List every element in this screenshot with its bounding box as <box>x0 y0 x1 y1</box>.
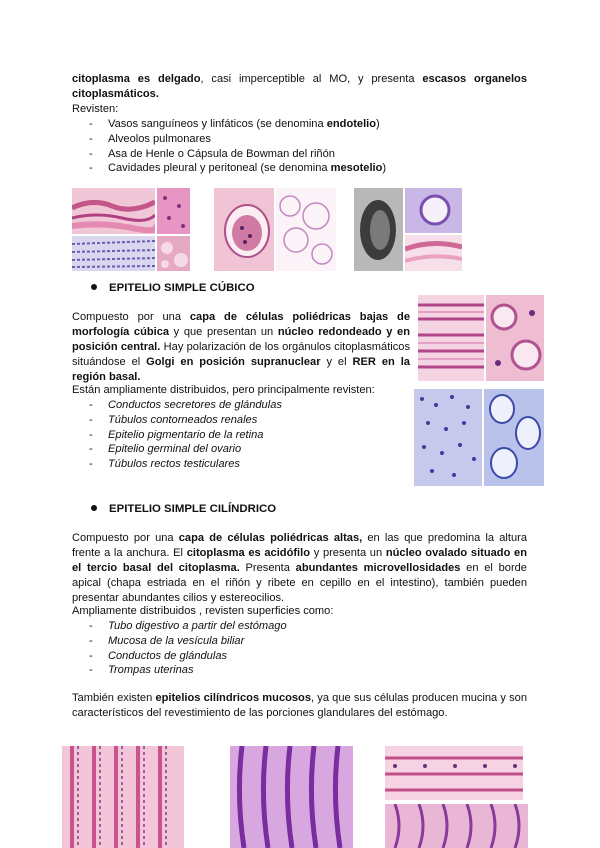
intro-line-2: citoplasmáticos. <box>72 88 159 100</box>
text-run: citoplasma es acidófilo <box>186 547 310 559</box>
list-item <box>72 132 532 147</box>
text-run: región basal. <box>72 371 141 383</box>
text-run: mesotelio <box>330 162 383 175</box>
list-item-text: Túbulos rectos testiculares <box>108 458 240 471</box>
dash-marker: - <box>89 162 93 175</box>
paragraph-line <box>72 546 527 561</box>
list-item-text: Epitelio germinal del ovario <box>108 443 242 456</box>
heading-cilindrico <box>91 502 276 517</box>
text-run: Alveolos pulmonares <box>108 132 211 145</box>
text-run: capa de células poliédricas bajas de <box>189 311 410 323</box>
text-run: Compuesto por una <box>72 311 190 323</box>
text-run: , ya que sus células producen mucina y son <box>311 692 528 704</box>
text-run: presentar abundantes cilios y estereocilios. <box>72 592 285 604</box>
bullet-icon <box>91 284 97 290</box>
text-run: y presenta un <box>310 547 386 559</box>
micrograph-columnar-purple <box>230 746 353 848</box>
list-item <box>72 398 412 413</box>
list-item-text <box>108 162 386 174</box>
text-run: RER en la <box>352 356 410 368</box>
cilindrico-distribuidos: Ampliamente distribuidos , revisten superficies como: <box>72 605 334 617</box>
list-item-text: Conductos de glándulas <box>108 649 228 662</box>
micrograph-renal-tubules <box>414 389 482 486</box>
paragraph-line <box>72 691 527 706</box>
text-run: Golgi en posición supranuclear <box>146 356 321 368</box>
micrograph-cuboidal-ducts <box>418 295 484 381</box>
text-run: Asa de Henle o Cápsula de Bowman del riñón <box>108 147 335 160</box>
cubico-list <box>72 398 412 472</box>
text-run: Presenta <box>239 562 296 574</box>
micrograph-electron-cell <box>354 188 403 271</box>
cilindrico-paragraph <box>72 531 527 606</box>
text-run: epitelios cilíndricos mucosos <box>155 692 312 704</box>
micrograph-simple-squamous-layer <box>72 236 155 271</box>
paragraph-line <box>72 576 527 591</box>
dash-marker: - <box>89 649 93 662</box>
paragraph-line <box>72 325 410 340</box>
dash-marker: - <box>89 428 93 441</box>
micrograph-vessel-cross-section <box>405 188 462 233</box>
text-run: escasos organelos <box>422 73 527 85</box>
heading-cubico-text: EPITELIO SIMPLE CÚBICO <box>109 282 255 294</box>
text-run: Hay polarización de los orgánulos citoplasmáticos <box>160 341 411 353</box>
micrograph-thyroid-follicles <box>484 389 544 486</box>
text-run: núcleo ovalado situado en <box>385 547 527 559</box>
text-run: ) <box>376 118 380 130</box>
paragraph-line <box>72 340 410 355</box>
heading-cilindrico-text: EPITELIO SIMPLE CILÍNDRICO <box>109 503 277 515</box>
micrograph-lung-alveoli <box>276 188 336 271</box>
paragraph-line <box>72 531 527 546</box>
list-item <box>72 619 472 634</box>
list-item-text <box>108 133 211 145</box>
dash-marker: - <box>89 132 93 145</box>
text-run: Compuesto por una <box>72 532 179 544</box>
list-item <box>72 147 532 162</box>
text-run: el tercio basal del citoplasma. <box>72 562 240 574</box>
list-item-text: Túbulos contorneados renales <box>108 413 258 426</box>
micrograph-columnar-stomach-top <box>385 746 523 800</box>
text-run: y que presentan un <box>169 326 278 338</box>
dash-marker: - <box>89 620 93 632</box>
revisten-label: Revisten: <box>72 103 119 115</box>
dash-marker: - <box>89 458 93 471</box>
dash-marker: - <box>89 147 93 160</box>
text-run: abundantes microvellosidades <box>295 562 461 574</box>
dash-marker: - <box>89 399 93 411</box>
text-run: endotelio <box>326 118 377 130</box>
micrograph-columnar-stomach-bottom <box>385 804 528 848</box>
text-run: en las que predomina la altura <box>362 532 527 544</box>
bullet-icon <box>91 505 97 511</box>
list-item <box>72 634 472 649</box>
heading-cubico <box>91 281 255 296</box>
text-run: situándose el <box>72 356 147 368</box>
list-item <box>72 457 412 472</box>
text-run: morfología cúbica <box>72 326 170 338</box>
list-item <box>72 413 412 428</box>
list-item-text: Trompas uterinas <box>108 664 194 677</box>
text-run: capa de células poliédricas altas, <box>178 532 363 544</box>
list-item-text: Conductos secretores de glándulas <box>108 399 282 411</box>
dash-marker: - <box>89 413 93 426</box>
cilindrico-list <box>72 619 472 678</box>
text-run: citoplasma es delgado <box>72 73 201 85</box>
text-run: característicos del revestimiento de las porciones glandulares del estómago. <box>72 707 448 719</box>
micrograph-bowman-capsule <box>214 188 274 271</box>
list-item <box>72 117 532 132</box>
text-run: en el borde <box>460 562 527 574</box>
intro-line-1 <box>72 72 527 87</box>
text-run: Cavidades pleural y peritoneal (se denomina <box>108 162 331 175</box>
list-item-text <box>108 148 335 160</box>
text-run: núcleo redondeado y en <box>277 326 411 338</box>
list-item-text: Epitelio pigmentario de la retina <box>108 428 264 441</box>
dash-marker: - <box>89 634 93 647</box>
text-run: También existen <box>72 692 156 704</box>
dash-marker: - <box>89 118 93 130</box>
micrograph-mesothelium-surface <box>157 188 190 234</box>
list-item <box>72 428 412 443</box>
text-run: Vasos sanguíneos y linfáticos (se denomina <box>108 118 327 130</box>
text-run: posición central. <box>72 341 161 353</box>
micrograph-cuboidal-tubule-detail <box>486 295 544 381</box>
squamous-list <box>72 117 532 176</box>
paragraph-line <box>72 310 410 325</box>
cubico-paragraph <box>72 310 410 385</box>
paragraph-line <box>72 355 410 370</box>
text-run: , casi imperceptible al MO, y presenta <box>200 73 423 85</box>
text-run: frente a la anchura. El <box>72 547 187 559</box>
text-run: y el <box>320 356 353 368</box>
paragraph-line <box>72 706 527 721</box>
micrograph-alveoli-detail <box>157 236 190 271</box>
cubico-distribuidos: Están ampliamente distribuidos, pero principalmente revisten: <box>72 384 375 396</box>
list-item <box>72 649 472 664</box>
dash-marker: - <box>89 664 93 677</box>
list-item-text <box>108 118 380 130</box>
list-item-text: Mucosa de la vesícula biliar <box>108 634 245 647</box>
list-item-text: Tubo digestivo a partir del estómago <box>108 620 287 632</box>
dash-marker: - <box>89 443 93 456</box>
text-run: ) <box>382 162 387 175</box>
list-item <box>72 442 412 457</box>
micrograph-vessel-wall <box>405 235 462 271</box>
list-item <box>72 161 532 176</box>
paragraph-line <box>72 561 527 576</box>
micrograph-columnar-villi <box>62 746 184 848</box>
mucosos-paragraph <box>72 691 527 721</box>
text-run: apical (chapa estriada en el riñón y ribete en cepillo en el intestino), también pueden <box>72 577 527 589</box>
list-item <box>72 663 472 678</box>
micrograph-endothelium-vessel <box>72 188 155 234</box>
